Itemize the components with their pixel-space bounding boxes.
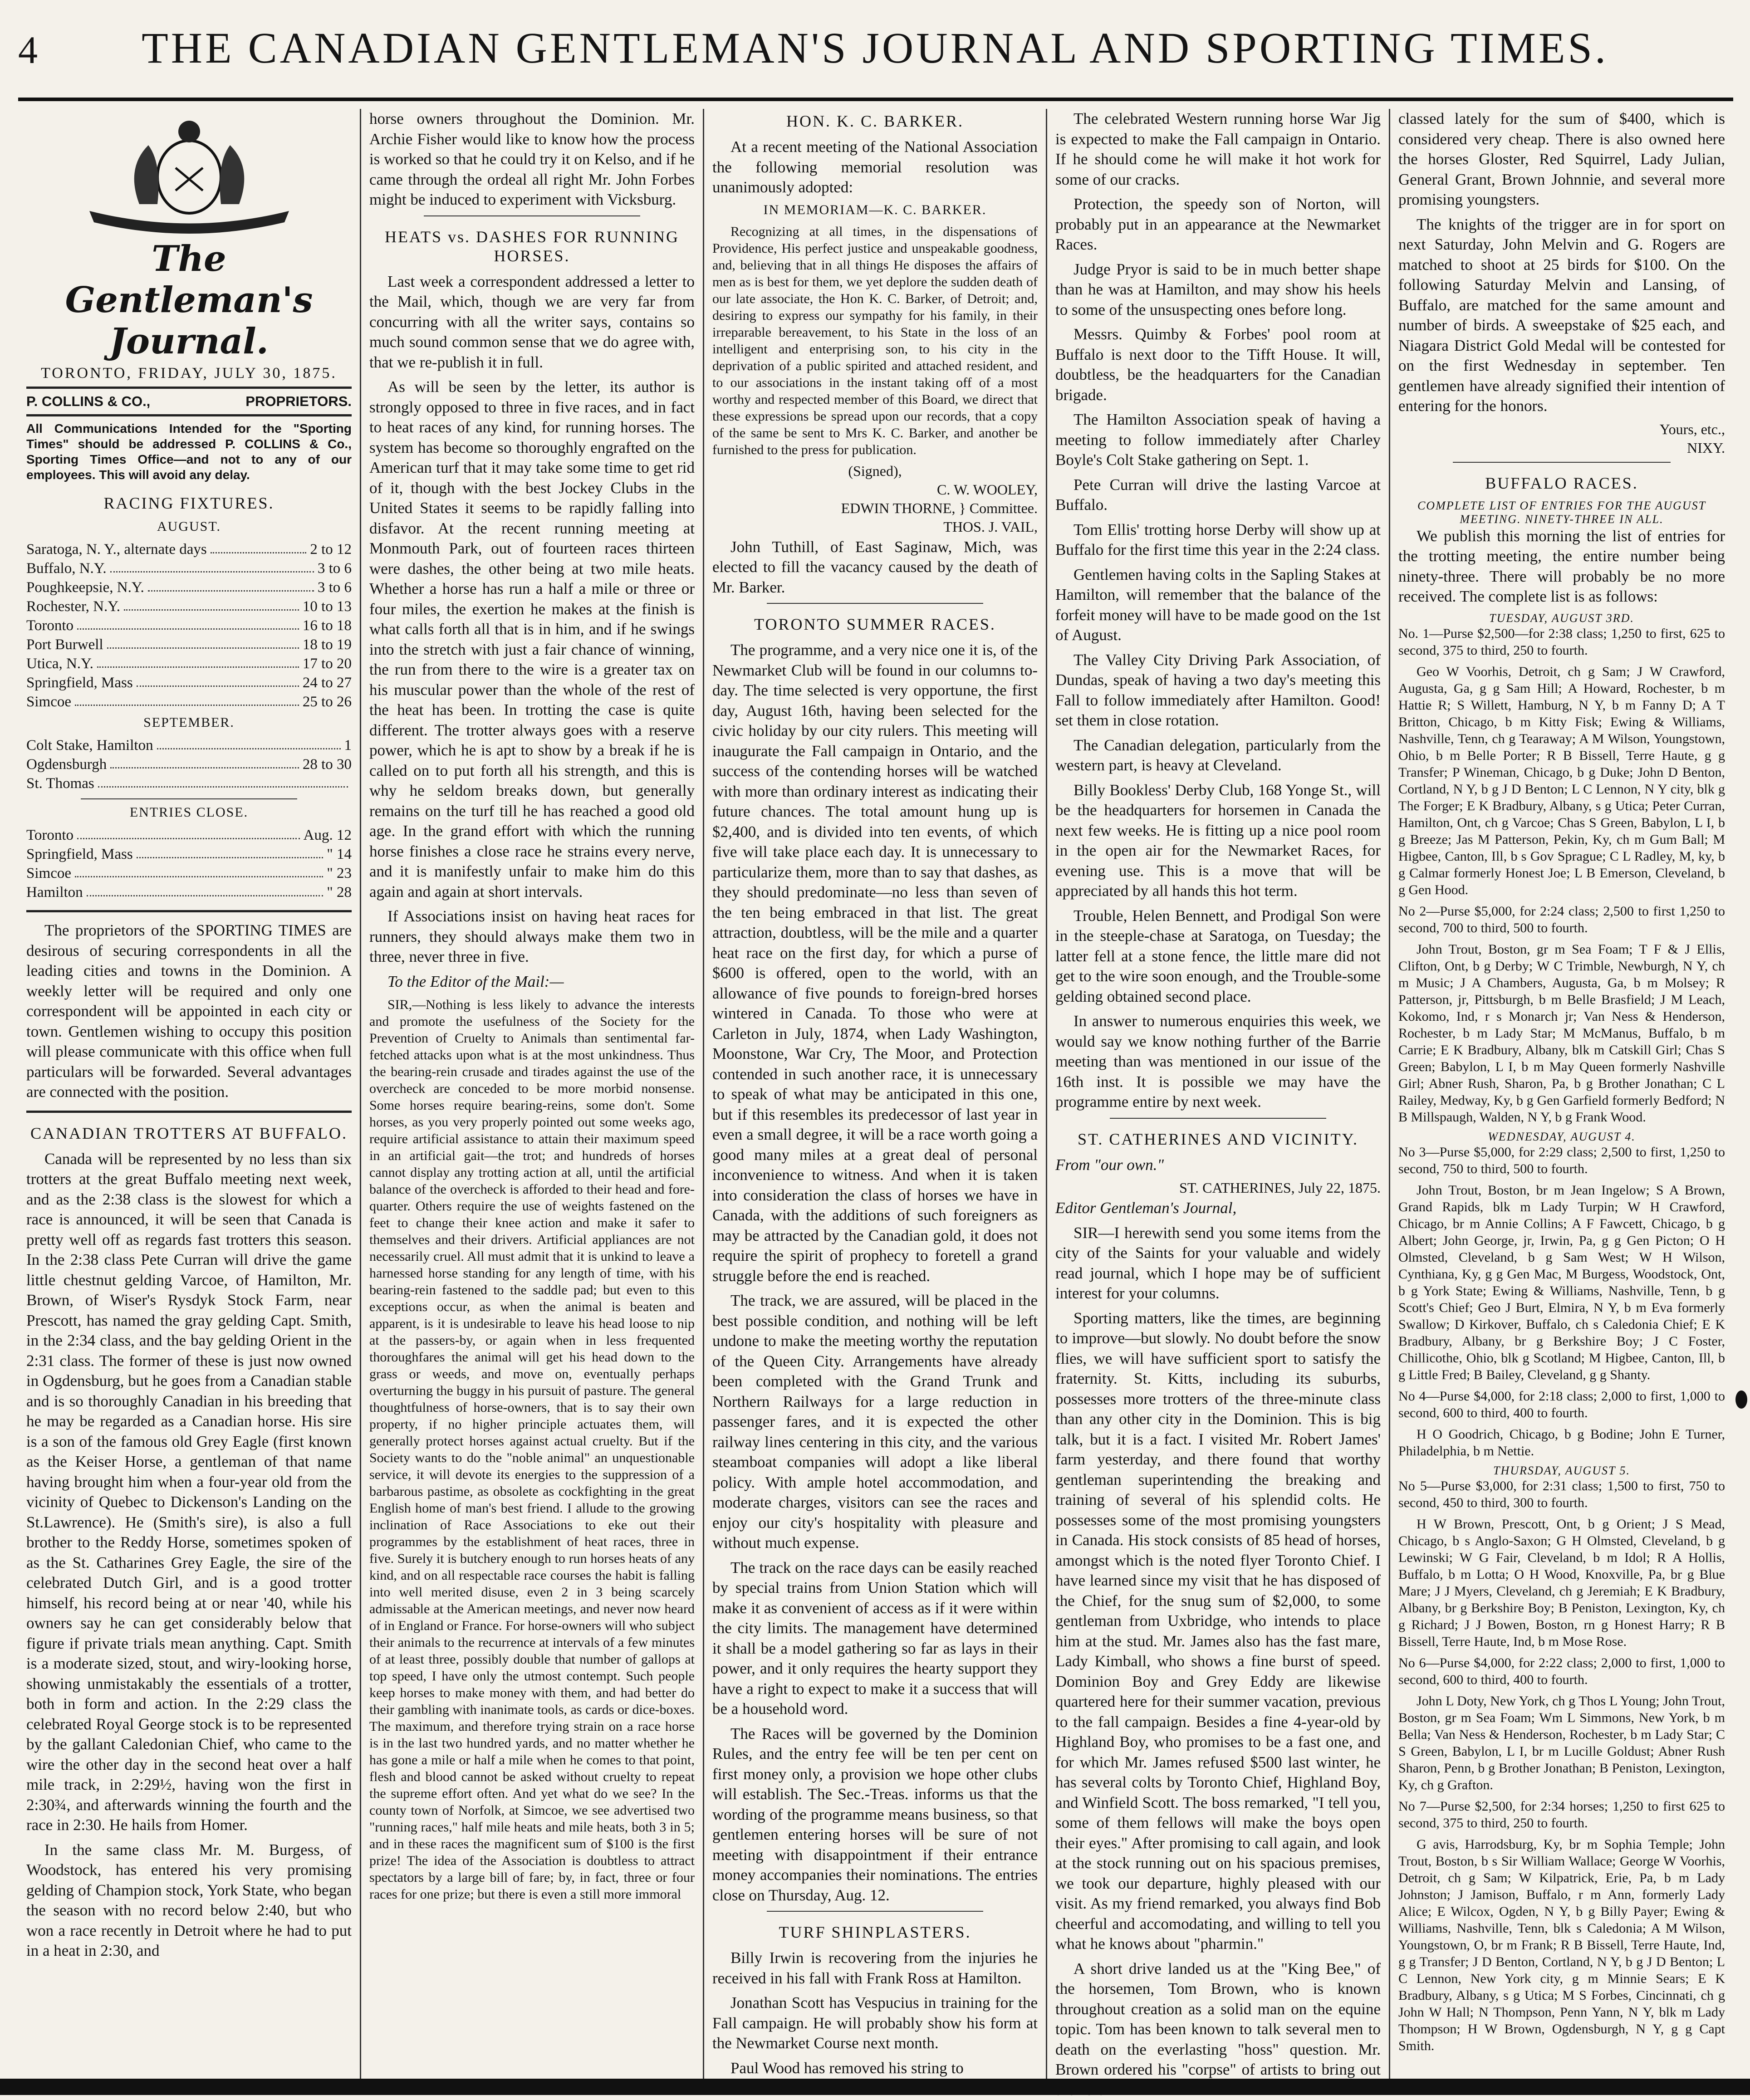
column-4 xyxy=(1047,109,1390,2082)
proprietors xyxy=(26,393,352,410)
race-entries: John Trout, Boston, gr m Sea Foam; T F & J Ellis, Clifton, Ont, b g Derby; W C Trimble, Newburgh, N Y, ch m Music; J A Chambers, Augusta, Ga, b m Molsey; R Patterson, jr, Pittsburgh, b m Belle Brasfield; J M Leach, Kokomo, Ind, r s Monarch jr; Van Ness & Henderson, Rochester, b m Lady Star; M McManus, Buffalo, b m Carrie; E K Bradbury, Albany, blk m Catskill Girl; Chas S Green; Babylon, L I, b m May Queen formerly Nashville Girl; Abner Rush, Sharon, Pa, b g Brother Jonathan; C L Railey, Medway, Ky, b g Gen Garfield formerly Bedford; N B Millspaugh, Walden, N Y, b g Frank Wood. xyxy=(1398,941,1725,1126)
race-entries: John L Doty, New York, ch g Thos L Young; John Trout, Boston, gr m Sea Foam; Wm L Simmons, New York, b m Bella; Van Ness & Henderson, Rochester, b m Lady Star; C S Green, Babylon, L I, br m Lucille Goldust; Abner Rush Sharon, Penn, b g Brother Jonathan; B Peniston, Lexington, Ky, ch g Grafton. xyxy=(1398,1693,1725,1793)
divider xyxy=(424,215,640,216)
fixture-row xyxy=(26,692,352,711)
letter-signature: NIXY. xyxy=(1398,440,1725,456)
leader-dots xyxy=(137,673,299,687)
item-paragraph: Messrs. Quimby & Forbes' pool room at Buffalo is next door to the Tifft House. It will, doubtless, be the headquarters for the Canadian brigade. xyxy=(1055,324,1381,405)
crest-logo-icon xyxy=(71,113,307,231)
letter-body: SIR,—Nothing is less likely to advance the interests and promote the usefulness of the Society for the Prevention of Cruelty to Animals than sentimental far-fetched attacks upon what is at the most unkindness. Thus the bearing-rein crusade and tirades against the use of the overcheck are conceded to be more morbid nonsense. Some horses require bearing-reins, some don't. Some horses, as you very properly pointed out some weeks ago, require artificial assistance to attain their maximum speed in an artificial gait—the trot; and hundreds of horses cannot display any trotting action at all, until the artificial balance of the overcheck is afforded to their head and fore-quarter. Others require the use of weights fastened on the feet to change their knee action and make it safer to themselves and their drivers. Artificial appliances are not necessarily cruel. All must admit that it is unkind to leave a harnessed horse standing for any length of time, with his bearing-rein fastened to the saddle pad; but even to this exceptions occur, as when the animal is beaten and apparent, is it is undesirable to leave his head loose to nip at the passers-by, or again when in less frequented thoroughfares the animal will get his head down to the grass or weeds, and move on, eventually perhaps overturning the buggy in his pursuit of pasture. The general thoughtfulness of horse-owners, that is to say their own property, if no higher principle actuates them, will generally protect horses against actual cruelty. But if the Society wants to do the "noble animal" an unquestionable service, it will devote its energies to the suppression of a barbarous pastime, as obsolete as cockfighting in the great English home of man's best friend. I allude to the growing inclination of Race Associations to eke out their programmes by the establishment of heat races, three in five. Surely it is butchery enough to run horses heats of any kind, and on all respectable race courses the habit is falling into well merited disuse, even 2 in 3 being scarcely admissable at the American meetings, and never now heard of in England or France. For horse-owners will who subject their animals to the recurrence at intervals of a few minutes of at least three, possibly double that number of gallops at top speed, I have only the utmost contempt. Such people keep horses to make money with them, and had better do their gambling with inanimate tools, as cards or dice-boxes. The maximum, and therefore trying strain on a race horse is in the last two hundred yards, and no matter whether he has gone a mile or half a mile when he comes to that point, flesh and blood cannot be asked without cruelty to repeat the supreme effort often. And yet what do we see? In the county town of Norfolk, at Simcoe, we see advertised two "running races," half mile heats and mile heats, both 3 in 5; and in these races the magnificent sum of $100 is the first prize! The idea of the Association is doubtless to attract spectators by a large bill of fare; by, in fact, three or four races for one prize; but there is even a still more immoral xyxy=(369,996,695,1903)
scan-edge xyxy=(0,2079,1750,2095)
proprietors-name: P. COLLINS & CO., xyxy=(26,393,150,410)
race-entries: G avis, Harrodsburg, Ky, br m Sophia Temple; John Trout, Boston, b s Sir William Wallace; George W Voorhis, Detroit, ch g Sam; W Kilpatrick, Erie, Pa, b m Lady Johnston; J Jamison, Buffalo, r m Ann, formerly Lady Alice; E Wilcox, Ogden, N Y, b g Billy Payer; Ewing & Williams, Nashville, Tenn, blk s Caledonia; A M Wilson, Youngstown, O, br m Frank; R B Bissell, Terre Haute, Ind, g g Transfer; J D Benton, Cortland, N Y, b g J D Benton; L C Lennon, New York city, g m Minnie Sears; E K Bradbury, Albany, s g Utica; M S Forbes, Cincinnati, ch g John W Hall; N Thompson, Penn Yann, N Y, blk m Lady Thompson; H W Brown, Ogdensburgh, N Y, g g Capt Smith. xyxy=(1398,1836,1725,2054)
fixture-dates: 25 to 26 xyxy=(303,692,352,711)
item-paragraph: Tom Ellis' trotting horse Derby will show up at Buffalo for the first time this year in the 2:24 class. xyxy=(1055,520,1381,560)
fixture-place: Toronto xyxy=(26,616,74,635)
item-paragraph: The celebrated Western running horse War Jig is expected to make the Fall campaign in Ontario. If he should come he will make it hot work for some of our cracks. xyxy=(1055,109,1381,190)
divider xyxy=(1110,1118,1326,1119)
signed-label: (Signed), xyxy=(712,463,1038,480)
fixture-dates: 10 to 13 xyxy=(303,597,352,616)
article-paragraph: The track on the race days can be easily reached by special trains from Union Station which will make it as convenient of access as if it were within the city limits. The management have determined it shall be a model gathering so far as lays in their power, and it only requires the hearty support they have a right to expect to make it a success that will be a household word. xyxy=(712,1558,1038,1719)
article-paragraph: classed lately for the sum of $400, which is considered very cheap. There is also owned here the horses Gloster, Red Squirrel, Lady Julian, General Grant, Brown Johnnie, and several more promising youngsters. xyxy=(1398,109,1725,210)
race-purse: No 6—Purse $4,000, for 2:22 class; 2,000 to first, 1,000 to second, 600 to third, 400 to fourth. xyxy=(1398,1655,1725,1688)
fixtures-heading: RACING FIXTURES. xyxy=(26,494,352,513)
fixture-dates: 18 to 19 xyxy=(303,635,352,654)
entries-heading: ENTRIES CLOSE. xyxy=(26,805,352,820)
buffalo-subheading: COMPLETE LIST OF ENTRIES FOR THE AUGUST MEETING. NINETY-THREE IN ALL. xyxy=(1398,499,1725,526)
toronto-heading: TORONTO SUMMER RACES. xyxy=(712,615,1038,634)
column-5 xyxy=(1390,109,1733,2082)
article-paragraph: Canada will be represented by no less than six trotters at the great Buffalo meeting next week, and as the 2:38 class is the slowest for which a race is announced, it will be seen that Canada is pretty well off as regards fast trotters this season. In the 2:38 class Pete Curran will drive the game little chestnut gelding Varcoe, of Hamilton, Mr. Brown, of Wiser's Rysdyk Stock Farm, near Prescott, has named the gray gelding Capt. Smith, in the 2:34 class, and the bay gelding Orient in the 2:31 class. The former of these is just now owned in Ogdensburg, but he goes from a Canadian stable and is so thoroughly Canadian in his breeding that he may be regarded as a Canadian horse. His sire is a son of the famous old Grey Eagle (first known as the Keiser Horse, a gentleman of that name having brought him when a four-year old from the vicinity of Quebec to Dickenson's Landing on the St.Lawrence). He (Smith's sire), is also a full brother to the Reddy Horse, sometimes spoken of as the St. Catharines Grey Eagle, the sire of the celebrated Dutch Girl, and is a good trotter himself, his record being at or near '40, while his owners say he can get considerably below that figure if private trials mean anything. Capt. Smith is a moderate sized, stout, and wiry-looking horse, showing unmistakably the essentials of a trotter, both in form and action. In the 2:29 class the celebrated Royal George stock is to be represented by the gallant Caledonian Chief, who came to the wire the other day in the second heat over a half mile track, in 2:29½, having won the first in 2:30¾, and afterwards winning the fourth and the race in 2:30. He hails from Homer. xyxy=(26,1149,352,1836)
article-paragraph: Sporting matters, like the times, are beginning to improve—but slowly. No doubt before the snow flies, we will have sufficient sport to satisfy the fraternity. St. Kitts, including its suburbs, possesses more trotters of the three-minute class than any other city in the Dominion. This is big talk, but it is a fact. I visited Mr. Robert James' farm yesterday, and there found that worthy gentleman superintending the breaking and training of several of his splendid colts. He possesses some of the most promising youngsters in Canada. His stock consists of 85 head of horses, amongst which is the noted flyer Toronto Chief. I have learned since my visit that he has disposed of the Chief, for the snug sum of $2,000, to some gentleman from Uxbridge, who intends to place him at the stud. Mr. James also has the fast mare, Lady Kimball, who shows a fine burst of speed. Dominion Boy and Grey Eddy are likewise quartered here for their summer vacation, previous to the fall campaign. Besides a fine 4-year-old by Highland Boy, who promises to be a fast one, and for which Mr. James refused $500 last winter, he has several colts by Toronto Chief, Highland Boy, and Winfield Scott. The boss remarked, "I tell you, some of them fellows will make the boys open their eyes." After promising to call again, and look at the stock running out on his spacious premises, we took our departure, highly pleased with our visit. As my friend remarked, you always find Bob cheerful and accomodating, and willing to tell you what he knows about "pharmin." xyxy=(1055,1308,1381,1954)
fixture-dates: 3 to 6 xyxy=(318,578,352,597)
fixture-row xyxy=(26,559,352,578)
article-paragraph: In the same class Mr. M. Burgess, of Woodstock, has entered his very promising gelding of Champion stock, York State, who began the season with no record below 2:40, but who won a race recently in Detroit where he had to put in a heat in 2:30, and xyxy=(26,1840,352,1961)
leader-dots xyxy=(148,578,314,592)
leader-dots xyxy=(157,736,341,749)
fixture-dates: 3 to 6 xyxy=(318,559,352,578)
fixture-place: Saratoga, N. Y., alternate days xyxy=(26,540,207,559)
item-paragraph: The Hamilton Association speak of having a meeting to follow immediately after Charley Boyle's Colt Stake gathering on Sept. 1. xyxy=(1055,410,1381,470)
september-fixtures xyxy=(26,736,352,793)
race-entries: Geo W Voorhis, Detroit, ch g Sam; J W Crawford, Augusta, Ga, g g Sam Hill; A Howard, Rochester, b m Hattie R; S Willett, Hamburg, N Y, b m Fanny D; A T Britton, Chicago, b m Kitty Fisk; Ewing & Williams, Nashville, Tenn, ch g Tearaway; A M Wilson, Youngstown, Ohio, b m Belle Porter; R B Bissell, Terre Haute, g g Transfer; P Wineman, Chicago, b g Duke; John D Benton, Cortland, N Y, b g J D Benton; L C Lennon, N Y city, blk g The Forger; E K Bradbury, Albany, s g Utica; Peter Curran, Hamilton, Ont, ch g Varcoe; Chas S Green, Babylon, L I, b g Breeze; Jas M Patterson, Pekin, Ky, ch m Gum Ball; M Higbee, Canton, Ill, b s Gov Sprague; C L Radley, M, ky, b g Calmar formerly Honest Joe; L B Emerson, Cleveland, b g Gen Hood. xyxy=(1398,663,1725,898)
rule xyxy=(26,910,352,912)
masthead xyxy=(26,113,352,382)
fixture-place: Poughkeepsie, N.Y. xyxy=(26,578,144,597)
article-paragraph: Billy Irwin is recovering from the injuries he received in his fall with Frank Ross at Hamilton. xyxy=(712,1948,1038,1988)
fixture-place: Port Burwell xyxy=(26,635,103,654)
fixture-dates: " 14 xyxy=(327,845,352,864)
column-2 xyxy=(361,109,704,2082)
leader-dots xyxy=(75,864,323,877)
st-catherines-heading: ST. CATHERINES AND VICINITY. xyxy=(1055,1130,1381,1149)
article-paragraph: A short drive landed us at the "King Bee," of the horsemen, Tom Brown, who is known throughout creation as a solid man on the equine topic. Tom has been known to talk several men to death on the everlasting "hoss" question. Mr. Brown ordered his "corpse" of artists to bring out xyxy=(1055,1959,1381,2100)
divider xyxy=(1453,462,1671,463)
leader-dots xyxy=(107,635,299,649)
article-paragraph: If Associations insist on having heat races for runners, they should always make them two in three, never three in five. xyxy=(369,906,695,967)
fixture-row xyxy=(26,654,352,673)
fixture-dates: 28 to 30 xyxy=(303,755,352,774)
item-paragraph: Protection, the speedy son of Norton, will probably put in an appearance at the Newmarket Races. xyxy=(1055,194,1381,255)
race-entries: H W Brown, Prescott, Ont, b g Orient; J S Mead, Chicago, b s Anglo-Saxon; G H Olmsted, Cleveland, b g Lewinski; W G Fair, Cleveland, b m Idol; R A Hollis, Buffalo, b m Lotta; O H Wood, Knoxville, Pa, br g Blue Mare; J J Myers, Cleveland, ch g Jeremiah; E K Bradbury, Albany, br g Berkshire Boy; B Peniston, Lexington, Ky, ch g Richard; J J Bowen, Boston, rn g Honest Harry; R B Bissell, Terre Haute, Ind, b m Mose Rose. xyxy=(1398,1516,1725,1650)
item-paragraph: Gentlemen having colts in the Sapling Stakes at Hamilton, will remember that the balance of the forfeit money will have to be made good on the 1st of August. xyxy=(1055,565,1381,646)
race-purse: No. 1—Purse $2,500—for 2:38 class; 1,250 to first, 625 to second, 375 to third, 250 to fourth. xyxy=(1398,625,1725,659)
august-fixtures xyxy=(26,540,352,711)
race-purse: No 7—Purse $2,500, for 2:34 horses; 1,250 to first 625 to second, 375 to third, 250 to fourth. xyxy=(1398,1798,1725,1831)
fixture-place: Hamilton xyxy=(26,883,83,902)
fixture-row xyxy=(26,578,352,597)
item-paragraph: In answer to numerous enquiries this week, we would say we know nothing further of the Barrie meeting than was mentioned in our issue of the 16th inst. It is possible we may have the programme entire by next week. xyxy=(1055,1011,1381,1112)
fixture-dates: 1 xyxy=(344,736,352,755)
barker-heading: HON. K. C. BARKER. xyxy=(712,112,1038,131)
fixture-place: Springfield, Mass xyxy=(26,673,133,692)
rule xyxy=(26,1111,352,1113)
article-paragraph: horse owners throughout the Dominion. Mr. Archie Fisher would like to know how the process is worked so that he could try it on Kelso, and if he came through the ordeal all right Mr. John Forbes might be induced to experiment with Vicksburg. xyxy=(369,109,695,210)
leader-dots xyxy=(98,774,348,788)
fixture-place: Rochester, N.Y. xyxy=(26,597,120,616)
letter-salutation: To the Editor of the Mail:— xyxy=(369,972,695,992)
fixture-dates: 16 to 18 xyxy=(303,616,352,635)
fixture-dates: 17 to 20 xyxy=(303,654,352,673)
fixture-row xyxy=(26,635,352,654)
leader-dots xyxy=(77,616,299,630)
race-purse: No 4—Purse $4,000, for 2:18 class; 2,000 to first, 1,000 to second, 600 to third, 400 to fourth. xyxy=(1398,1388,1725,1421)
fixture-row xyxy=(26,673,352,692)
article-paragraph: The track, we are assured, will be placed in the best possible condition, and nothing will be left undone to make the meeting worthy the reputation of the Queen City. Arrangements have already been completed with the Grand Trunk and Northern Railways for a large reduction in passenger fares, and it is expected the other railway lines centering in this city, and the various steamboat companies will adopt a like liberal policy. With ample hotel accommodation, and moderate charges, visitors can see the races and enjoy our city's hospitality with pleasure and without much expense. xyxy=(712,1291,1038,1553)
article-paragraph: SIR—I herewith send you some items from the city of the Saints for your valuable and widely read journal, which I hope may be of sufficient interest for your columns. xyxy=(1055,1223,1381,1304)
byline: From "our own." xyxy=(1055,1155,1381,1175)
article-paragraph: The knights of the trigger are in for sport on next Saturday, John Melvin and G. Rogers are matched to shoot at 25 birds for $100. On the following Saturday Melvin and Lansing, of Buffalo, are matched for the same amount and number of birds. A sweepstake of $25 each, and Niagara District Gold Medal will be contested for on the first Wednesday in september. Ten gentlemen have already signified their intention of entering for the honors. xyxy=(1398,215,1725,416)
day-heading: WEDNESDAY, AUGUST 4. xyxy=(1398,1130,1725,1144)
divider xyxy=(81,798,297,799)
letter-salutation: Editor Gentleman's Journal, xyxy=(1055,1198,1381,1219)
fixture-row xyxy=(26,540,352,559)
heats-heading: HEATS vs. DASHES FOR RUNNING HORSES. xyxy=(369,227,695,265)
leader-dots xyxy=(110,755,299,769)
item-paragraph: The Valley City Driving Park Association, of Dundas, speak of having a two day's meeting this Fall to follow immediately after Hamilton. Good! set them in close rotation. xyxy=(1055,650,1381,731)
column-1 xyxy=(18,109,361,2082)
fixture-row xyxy=(26,755,352,774)
item-paragraph: Trouble, Helen Bennett, and Prodigal Son were in the steeple-chase at Saratoga, on Tuesday; the latter fell at a stone fence, the little mare did not get to the wire soon enough, and the Trouble-some gelding obtained second place. xyxy=(1055,906,1381,1007)
leader-dots xyxy=(87,883,324,896)
day-heading: TUESDAY, AUGUST 3RD. xyxy=(1398,612,1725,625)
buffalo-heading: BUFFALO RACES. xyxy=(1398,474,1725,493)
race-entries: H O Goodrich, Chicago, b g Bodine; John E Turner, Philadelphia, b m Nettie. xyxy=(1398,1426,1725,1459)
leader-dots xyxy=(211,540,307,553)
memoriam-text xyxy=(712,223,1038,458)
august-heading: AUGUST. xyxy=(26,519,352,534)
item-paragraph: The Canadian delegation, particularly from the western part, is heavy at Cleveland. xyxy=(1055,735,1381,776)
fixture-place: Springfield, Mass xyxy=(26,845,133,864)
september-heading: SEPTEMBER. xyxy=(26,715,352,730)
page-title: THE CANADIAN GENTLEMAN'S JOURNAL AND SPORTING TIMES. xyxy=(0,23,1750,73)
fixture-place: Buffalo, N.Y. xyxy=(26,559,107,578)
article-paragraph: Paul Wood has removed his string to xyxy=(712,2058,1038,2079)
article-paragraph: Jonathan Scott has Vespucius in training for the Fall campaign. He will probably show his form at the Newmarket Course next month. xyxy=(712,1993,1038,2054)
letter-dateline: ST. CATHERINES, July 22, 1875. xyxy=(1055,1180,1381,1196)
fixture-place: Colt Stake, Hamilton xyxy=(26,736,153,755)
day-heading: THURSDAY, AUGUST 5. xyxy=(1398,1464,1725,1478)
page-number: 4 xyxy=(18,27,38,73)
rule xyxy=(26,414,352,416)
fixture-row xyxy=(26,774,352,793)
fixture-row xyxy=(26,736,352,755)
entries-list xyxy=(1398,612,1725,2054)
letter xyxy=(369,996,695,1903)
race-purse: No 5—Purse $3,000, for 2:31 class; 1,500 to first, 750 to second, 450 to third, 300 to fourth. xyxy=(1398,1478,1725,1511)
signature: EDWIN THORNE, } Committee. xyxy=(712,500,1038,517)
header-rule xyxy=(18,98,1733,101)
article-paragraph: As will be seen by the letter, its author is strongly opposed to three in five races, and in fact to heat races of any kind, for running horses. The system has become so thoroughly engrafted on the American turf that it may take some time to get rid of it, though with the best Jockey Clubs in the United States it seems to be rapidly falling into disfavor. At the recent running meeting at Monmouth Park, out of fourteen races thirteen were dashes, the other being at two mile heats. Whether a horse has run a half a mile or three or four miles, the exertion he makes at the finish is what calls forth all that is in him, and if he swings into the stretch with just a fair chance of winning, the run from there to the wire is a greater tax on his muscular power than the whole of the rest of the heat has been. In trotting the case is quite different. The trotter always goes with a reserve power, which he is apt to show by a break if he is called on to put forth all his strength, and this is why he seldom breaks down, but generally remains on the turf till he has reached a good old age. In the grand effort with which the running horse finishes a close race he strains every nerve, and it is manifestly unfair to make him do this again and again at short intervals. xyxy=(369,377,695,902)
race-entries: John Trout, Boston, br m Jean Ingelow; S A Brown, Grand Rapids, blk m Lady Turpin; W H Crawford, Chicago, br m Annie Collins; A F Fawcett, Chicago, b g Albert; John George, jr, Irwin, Pa, g g Gen Picton; O H Olmsted, Cleveland, b g Sam West; W H Wilson, Cynthiana, Ky, g g Gen Mac, M Burgess, Woodstock, Ont, b g York State; Ewing & Williams, Nashville, Tenn, b g Scott's Chief; Geo J Burt, Elmira, N Y, b m Eva formerly Swallow; D Kirkover, Buffalo, ch s Caledonia Chief; E K Bradbury, Albany, br g Berkshire Boy; J C Foster, Chillicothe, Ohio, blk g Scotland; M Higbee, Canton, Ill, b g Little Fred; B Bailey, Cleveland, g g Shanty. xyxy=(1398,1182,1725,1383)
article-paragraph: Last week a correspondent addressed a letter to the Mail, which, though we are very far from concurring with all the writer says, contains so much sound common sense that we do agree with, that we re-publish it in full. xyxy=(369,272,695,373)
fixture-dates: " 23 xyxy=(327,864,352,883)
fixture-row xyxy=(26,864,352,883)
article-paragraph: John Tuthill, of East Saginaw, Mich, was elected to fill the vacancy caused by the death of Mr. Barker. xyxy=(712,537,1038,598)
fixture-row xyxy=(26,883,352,902)
leader-dots xyxy=(124,597,299,611)
columns xyxy=(18,109,1733,2082)
fixture-dates: 2 to 12 xyxy=(310,540,352,559)
fixture-place: Utica, N.Y. xyxy=(26,654,93,673)
item-paragraph: Billy Bookless' Derby Club, 168 Yonge St., will be the headquarters for horsemen in Canada the next few weeks. He is fitting up a nice pool room in the open air for the Newmarket Races, for evening use. This is a move that will be appreciated by all hands this hot term. xyxy=(1055,780,1381,901)
dateline: TORONTO, FRIDAY, JULY 30, 1875. xyxy=(26,365,352,382)
memoriam-heading: IN MEMORIAM—K. C. BARKER. xyxy=(712,202,1038,218)
rule xyxy=(26,387,352,389)
signature: C. W. WOOLEY, xyxy=(712,481,1038,498)
fixture-dates: 24 to 27 xyxy=(303,673,352,692)
correspondents-notice: The proprietors of the SPORTING TIMES are desirous of securing correspondents in all the leading cities and towns in the Dominion. A weekly letter will be required and only one correspondent will be appointed in each city or town. Gentlemen wishing to occupy this position will please communicate with this office when full particulars will be forwarded. Several advantages are connected with the position. xyxy=(26,920,352,1102)
fixture-place: Simcoe xyxy=(26,692,71,711)
article-paragraph: At a recent meeting of the National Association the following memorial resolution was unanimously adopted: xyxy=(712,137,1038,198)
proprietors-label: PROPRIETORS. xyxy=(245,393,352,410)
entries-close-list xyxy=(26,826,352,902)
article-paragraph: The programme, and a very nice one it is, of the Newmarket Club will be found in our columns to-day. The time selected is very opportune, the first day, August 16th, having been selected for the civic holiday by our city rulers. This meeting will inaugurate the Fall campaign in Ontario, and the success of the contending horses will be watched with more than ordinary interest as indicating their future chances. The total amount hung up is $2,400, and is divided into ten events, of which five will take place each day. It is unnecessary to particularize them, more than to say that dashes, as they should predominate—no less than seven of the ten being embraced in that list. The great attraction, doubtless, will be the mile and a quarter heat race on the first day, for which a purse of $600 is offered, open to the world, with an allowance of five pounds to foreign-bred horses wintered in Canada. To those who were at Carleton in July, 1874, when Lady Washington, Moonstone, War Cry, The Moor, and Protection contended in such another race, it is unnecessary to speak of what may be anticipated in this one, but if this resembles its predecessor of last year in even a small degree, it will be a race worth going a good many miles at a great deal of personal inconvenience to witness. And when it is taken into consideration the class of horses we have in Canada, with the additions of such foreigners as may be attracted by the Canadian gold, it does not require the spirit of prophecy to foretell a grand struggle before the end is reached. xyxy=(712,640,1038,1286)
binding-hole xyxy=(1735,1390,1747,1409)
fixture-place: St. Thomas xyxy=(26,774,94,793)
fixture-place: Simcoe xyxy=(26,864,71,883)
leader-dots xyxy=(97,654,299,668)
article-paragraph: We publish this morning the list of entries for the trotting meeting, the entire number being ninety-three. There will probably be no more received. The complete list is as follows: xyxy=(1398,526,1725,607)
fixture-dates: Aug. 12 xyxy=(304,826,352,845)
signature: THOS. J. VAIL, xyxy=(712,519,1038,535)
trotters-heading: CANADIAN TROTTERS AT BUFFALO. xyxy=(26,1124,352,1143)
letter-closing: Yours, etc., xyxy=(1398,421,1725,438)
turf-heading: TURF SHINPLASTERS. xyxy=(712,1923,1038,1942)
fixture-place: Toronto xyxy=(26,826,74,845)
leader-dots xyxy=(75,692,299,706)
fixture-row xyxy=(26,845,352,864)
paper-name: The Gentleman's Journal. xyxy=(26,238,352,362)
divider xyxy=(767,1911,983,1912)
fixture-dates: " 28 xyxy=(327,883,352,902)
leader-dots xyxy=(110,559,314,573)
fixture-place: Ogdensburgh xyxy=(26,755,107,774)
article-paragraph: The Races will be governed by the Dominion Rules, and the entry fee will be ten per cent on first money only, a provision we hope other clubs will establish. The Sec.-Treas. informs us that the wording of the programme means business, so that gentlemen entering horses will be sure of not meeting with disappointment if their entrance money accompanies their nominations. The entries close on Thursday, Aug. 12. xyxy=(712,1724,1038,1906)
item-paragraph: Pete Curran will drive the lasting Varcoe at Buffalo. xyxy=(1055,475,1381,515)
fixture-row xyxy=(26,826,352,845)
race-purse: No 2—Purse $5,000, for 2:24 class; 2,500 to first 1,250 to second, 700 to third, 500 to fourth. xyxy=(1398,903,1725,936)
column-3 xyxy=(704,109,1047,2082)
item-paragraph: Judge Pryor is said to be in much better shape than he was at Hamilton, and may show his heels to some of the unsuspecting ones before long. xyxy=(1055,259,1381,320)
fixture-row xyxy=(26,597,352,616)
article-paragraph: Recognizing at all times, in the dispensations of Providence, His perfect justice and unspeakable goodness, and, believing that in all things He disposes the affairs of men as is best for them, we yet deplore the sudden death of our late associate, the Hon K. C. Barker, of Detroit; and, desiring to express our sympathy for his family, in their irreparable bereavement, to his State in the loss of an intelligent and enterprising son, to his city in the deprivation of a public spirited and attached resident, and to our associations in the instant taking off of a most worthy and respected member of this Board, we direct that these expressions be spread upon our records, that a copy of the same be sent to Mrs K. C. Barker, and another be furnished to the press for publication. xyxy=(712,223,1038,458)
fixture-row xyxy=(26,616,352,635)
leader-dots xyxy=(137,845,324,858)
race-purse: No 3—Purse $5,000, for 2:29 class; 2,500 to first, 1,250 to second, 750 to third, 500 to fourth. xyxy=(1398,1144,1725,1177)
leader-dots xyxy=(77,826,300,839)
notice: All Communications Intended for the "Sporting Times" should be addressed P. COLLINS & Co., Sporting Times Office—and not to any of our employees. This will avoid any delay. xyxy=(26,421,352,483)
divider xyxy=(767,603,983,604)
